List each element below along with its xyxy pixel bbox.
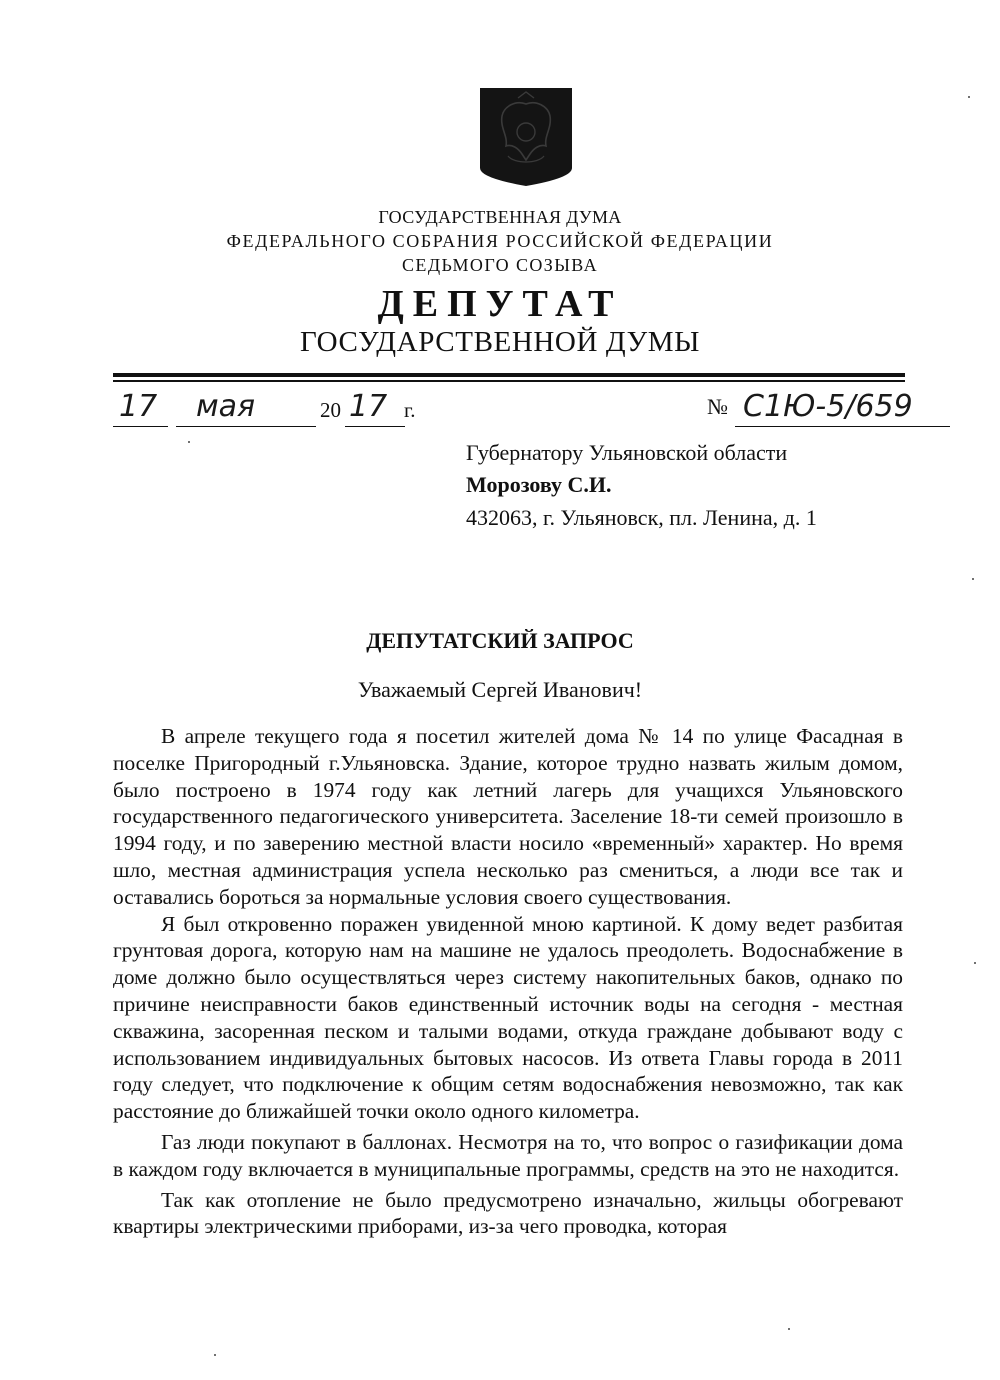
- letterhead-subtitle: ГОСУДАРСТВЕННОЙ ДУМЫ: [300, 326, 700, 358]
- date-day: 17: [119, 389, 158, 424]
- scan-speck: [188, 441, 190, 443]
- date-year-suffix: г.: [404, 398, 416, 422]
- org-line-convocation: СЕДЬМОГО СОЗЫВА: [402, 255, 598, 275]
- date-year: 17: [349, 389, 388, 424]
- scan-speck: [968, 96, 970, 98]
- addressee-address: 432063, г. Ульяновск, пл. Ленина, д. 1: [466, 505, 817, 530]
- scan-speck: [788, 1328, 790, 1330]
- paragraph: Так как отопление не было предусмотрено изначально, жильцы обогревают квартиры электрическими приборами, из-за чего проводка, которая: [113, 1187, 903, 1239]
- org-line-federal-assembly: ФЕДЕРАЛЬНОГО СОБРАНИЯ РОССИЙСКОЙ ФЕДЕРАЦИИ: [226, 231, 774, 251]
- addressee-position: Губернатору Ульяновской области: [466, 440, 788, 465]
- scan-speck: [974, 962, 976, 964]
- paragraph: Газ люди покупают в баллонах. Несмотря на то, что вопрос о газификации дома в каждом году включается в муниципальные программы, средств на это не находится.: [113, 1129, 903, 1181]
- date-year-field: [345, 384, 405, 427]
- scan-speck: [214, 1354, 216, 1356]
- paragraph: Я был откровенно поражен увиденной мною картиной. К дому ведет разбитая грунтовая дорога, которую нам на машине не удалось преодолеть. Водоснабжение в доме должно было осуществляться через систему накопительных баков, однако по причине неисправности баков единственный источник воды на сегодня - местная скважина, засоренная песком и талыми водами, откуда граждане добывают воду с использованием индивидуальных бытовых насосов. Из ответа Главы города в 2011 году следует, что подключение к общим сетям водоснабжения невозможно, так как расстояние до ближайшей точки около одного километра.: [113, 911, 903, 1124]
- date-day-field: [113, 384, 168, 427]
- document-number-field: [735, 384, 950, 427]
- number-label: №: [707, 394, 728, 419]
- header-rule-thin: [113, 380, 905, 382]
- salutation: Уважаемый Сергей Иванович!: [357, 677, 643, 702]
- date-month-field: [176, 384, 316, 427]
- letterhead-title: ДЕПУТАТ: [377, 283, 623, 325]
- letter-title: ДЕПУТАТСКИЙ ЗАПРОС: [366, 628, 634, 653]
- header-rule-thick: [113, 373, 905, 377]
- addressee-name: Морозову С.И.: [466, 472, 612, 497]
- org-line-duma: ГОСУДАРСТВЕННАЯ ДУМА: [378, 207, 622, 227]
- date-month: мая: [196, 389, 256, 424]
- coat-of-arms-icon: [478, 86, 574, 188]
- scan-speck: [972, 578, 974, 580]
- paragraph: В апреле текущего года я посетил жителей дома № 14 по улице Фасадная в поселке Пригородный г.Ульяновска. Здание, которое трудно назвать жилым домом, было построено в 1974 году как летний лагерь для учащихся Ульяновского государственного педагогического университета. Заселение 18-ти семей произошло в 1994 году, и по заверению местной власти носило «временный» характер. Но время шло, местная администрация успела несколько раз смениться, а люди все так и оставались бороться за нормальные условия своего существования.: [113, 724, 903, 909]
- dateline: [0, 384, 1000, 430]
- date-year-prefix: 20: [320, 398, 341, 422]
- letter-body: [113, 723, 903, 1240]
- document-number: С1Ю-5/659: [743, 389, 913, 424]
